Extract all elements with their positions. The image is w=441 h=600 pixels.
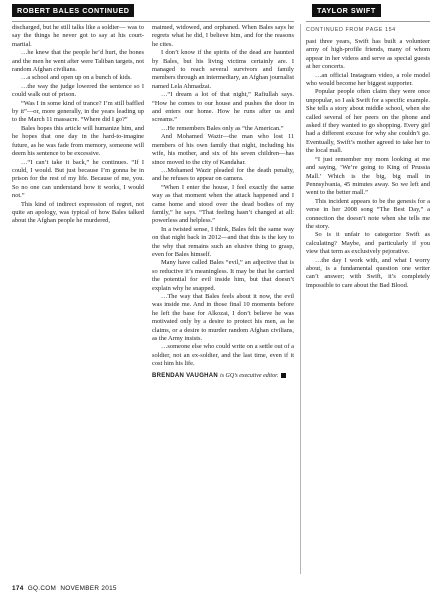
page-header [0,0,441,20]
paragraph: …“I dream a lot of that night,” Rafiullah says. “How he comes to our house and pushes the door in and enters our home. How he runs after us and screams.” [152,91,294,124]
magazine-site: GQ.COM [27,585,57,592]
paragraph: And Mohamed Wazir—the man who lost 11 members of his own family that night, including his wife, his mother, and six of his seven children—has since moved to the city of Kandahar. [152,133,294,166]
paragraph: …someone else who could write on a settle out of a soldier, not an ex-soldier, and the last time, even if it cost him his life. [152,343,294,368]
page-number: 174 [12,585,24,592]
paragraph: …Mohamed Wazir pleaded for the death penalty, and he refuses to appear on camera. [152,166,294,183]
paragraph: So is it unfair to categorize Swift as calculating? Maybe, and particularly if you view that term as exclusively pejorative. [306,231,430,256]
author-credit [152,372,294,380]
article-column-1 [12,24,144,574]
paragraph: …He remembers Bales only as “the American.” [161,124,284,132]
running-head-left: ROBERT BALES CONTINUED [12,4,134,17]
author-role: is GQ’s executive editor. [220,372,279,379]
paragraph: Many have called Bales “evil,” an adjective that is so reductive it’s meaningless. It may be that he carried the potential for evil inside him, but that doesn’t explain why he snapped. [152,259,294,292]
paragraph: This incident appears to be the genesis for a verse in her 2008 song “The Best Day,” a connection the doesn’t note when she tells me the story. [306,197,430,230]
paragraph: …an official Instagram video, a role model who would become her biggest supporter. [306,71,430,88]
header-rule-left [12,21,294,22]
paragraph: …“I can’t take it back,” he continues. “If I could, I would. But just because I’m gonna be in prison for the rest of my life. Because of me, you. So no one can understand how it works, I would not.” [12,158,144,200]
page-folio [12,585,117,592]
paragraph: …he knew that the people he’d hurt, the bones and the men he went after were Taliban targets, not random Afghan civilians. [12,49,144,74]
paragraph: …the day I work with, and what I worry about, is a fundamental question one writer can’t answer; with Swift, it’s completely impossible to care about the Bad Blood. [306,256,430,289]
paragraph: …a school and open up on a bunch of kids. [21,74,132,82]
continued-from-label: CONTINUED FROM PAGE 154 [306,27,396,33]
article-column-3 [306,38,430,574]
paragraph: In a twisted sense, I think, Bales felt the same way on that night back in 2012—and that this is the key to the why that remains such an elusive thing to grasp, even for Bales himself. [152,225,294,258]
header-rule-right [306,21,430,22]
paragraph: “When I enter the house, I feel exactly the same way as that moment when the attack happened and I came home and stood over the dead bodies of my family,” he says. “That feeling hasn’t changed at all: powerless and helpless.” [152,183,294,225]
running-head-right: TAYLOR SWIFT [312,4,381,17]
column-divider [300,24,301,574]
paragraph: I don’t know if the spirits of the dead are haunted by Bales, but his living victims certainly are. I managed to reach several survivors and family members through an intermediary, an Afghan journalist named Lela Ahmadzai. [152,49,294,90]
paragraph: This kind of indirect expression of regret, not quite an apology, was typical of how Bales talked about the Afghan people he murdered, [12,200,144,225]
paragraph: Bales hopes this article will humanize him, and he hopes that one day in the hard-to-imagine future, as he was fade from memory, someone will deem his sentence to be excessive. [12,124,144,158]
paragraph: past three years, Swift has built a volunteer army of high-profile friends, many of whom appear in her videos and serve as special guests at her concerts. [306,38,430,71]
paragraph: …the way the judge lowered the sentence so I could walk out of prison. [12,82,144,99]
paragraph: maimed, widowed, and orphaned. When Bales says he regrets what he did, I believe him, and for the reasons he cites. [152,24,294,48]
paragraph: “Was I in some kind of trance? I’m still baffled by it”—or, more generally, in the years leading up to the March 11 massacre. “Where did I go?” [12,99,144,124]
paragraph: …The way that Bales feels about it now, the evil was inside me. And in those final 10 moments before he left the base for Alkozai, I don’t believe he was motivated only by a desire to protect his men, as he claims, or a desire to murder random Afghan civilians, as the Army insists. [152,293,294,343]
end-mark-icon [281,373,286,378]
paragraph: Popular people often claim they were once unpopular, so I ask Swift for a specific example. She tells a story about middle school, when she called several of her peers on the phone and asked if they wanted to go shopping. Every girl had a different excuse for why she couldn’t go. Eventually, Swift’s mother agreed to take her to the local mall. [306,88,430,155]
article-column-2 [152,24,294,574]
paragraph: discharged, but he still talks like a soldier— was to say the things he never got to say at his court-martial. [12,24,144,48]
author-name: BRENDAN VAUGHAN [152,372,219,379]
issue-date: NOVEMBER 2015 [60,585,117,592]
paragraph: “I just remember my mom looking at me and saying, ‘We’re going to King of Prussia Mall.’ Which is the big, big mall in Pennsylvania, 45 minutes away. So we left and went to the better mall.” [306,155,430,197]
